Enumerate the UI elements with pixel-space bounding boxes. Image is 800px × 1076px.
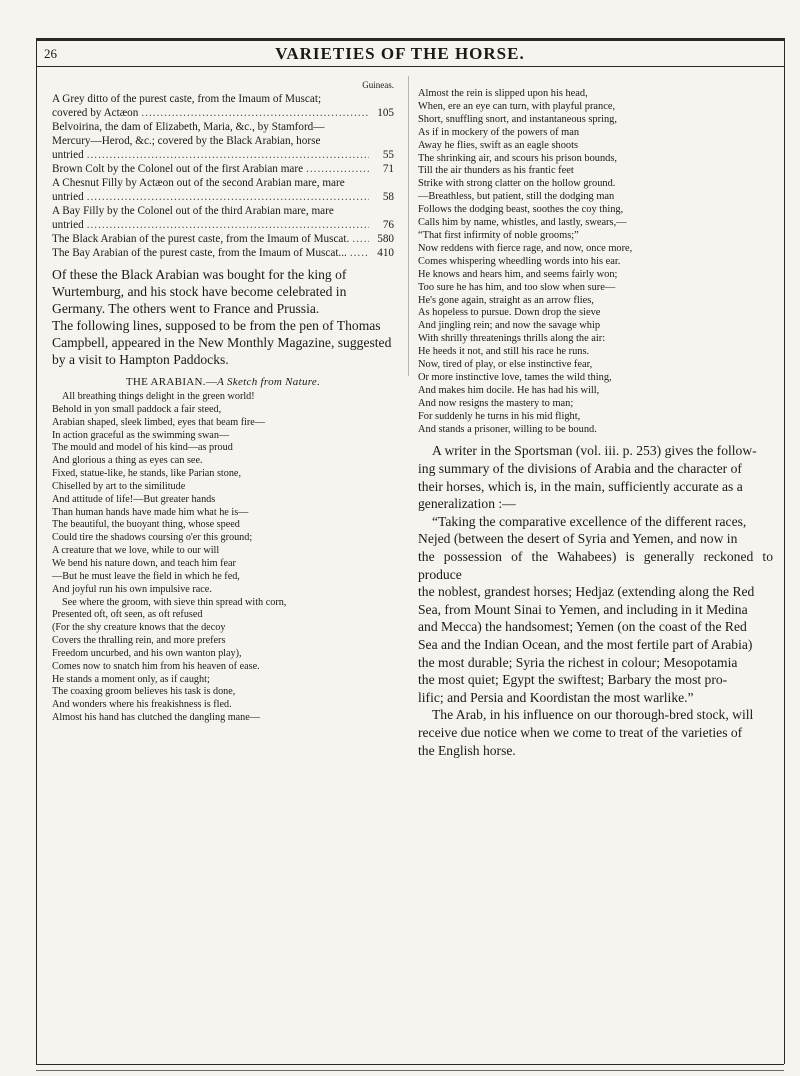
text-line: receive due notice when we come to treat of the varieties of [418, 724, 743, 740]
verse-line: And wonders where his freakishness is fled. [52, 699, 232, 711]
verse-line: Covers the thralling rein, and more prefers [52, 635, 226, 647]
bottom-border-shadow [36, 1070, 784, 1071]
leader-dots [350, 246, 369, 260]
quote-paragraph [418, 513, 773, 707]
verse-line: In action graceful as the swimming swan— [52, 429, 230, 441]
verse-line: Till the air thunders as his frantic feet [418, 165, 574, 177]
price-entry-text: untried [52, 219, 84, 231]
price-entry-row [52, 148, 394, 162]
text-line: and Mecca) the handsomest; Yemen (on the coast of the Red [418, 619, 747, 635]
price-entry-line: A Grey ditto of the purest caste, from the Imaum of Muscat; [52, 93, 322, 105]
verse-line: The coaxing groom believes his task is done, [52, 686, 236, 698]
verse-line: Short, snuffling snort, and instantaneous spring, [418, 113, 617, 125]
price-entry [52, 232, 394, 246]
poem-heading [52, 376, 394, 388]
verse-line: We bend his nature down, and teach him fear [52, 557, 236, 569]
price-entry-row [52, 162, 394, 176]
price-entry-line: Mercury—Herod, &c.; covered by the Black Arabian, horse [52, 135, 321, 147]
text-line: Sea, from Mount Sinai to Yemen, and including in it Medina [418, 601, 748, 617]
right-column [418, 88, 773, 759]
price-value: 58 [382, 191, 394, 203]
poem-title: THE ARABIAN.— [125, 376, 218, 388]
text-line: their horses, which is, in the main, sufficiently accurate as a [418, 478, 743, 494]
leader-dots [141, 106, 369, 120]
text-line: the English horse. [418, 742, 516, 758]
price-entry-text: covered by Actæon [52, 107, 139, 119]
text-line: generalization :— [418, 496, 516, 512]
page-number: 26 [44, 46, 57, 61]
verse-line: The mould and model of his kind—as proud [52, 442, 233, 454]
price-entry-line: A Chesnut Filly by Actæon out of the second Arabian mare, mare [52, 177, 345, 189]
verse-line: (For the shy creature knows that the decoy [52, 622, 226, 634]
price-entry [52, 246, 394, 260]
verse-line: Fixed, statue-like, he stands, like Parian stone, [52, 468, 241, 480]
price-entry [52, 204, 394, 232]
verse-line: The beautiful, the buoyant thing, whose speed [52, 519, 240, 531]
price-value: 580 [377, 233, 394, 245]
running-title: VARIETIES OF THE HORSE. [275, 44, 525, 63]
price-entry [52, 176, 394, 204]
verse-line: And joyful run his own impulsive race. [52, 583, 212, 595]
verse-line: Chiselled by art to the similitude [52, 480, 186, 492]
sportsman-paragraph [418, 442, 773, 512]
price-entry-text: Brown Colt by the Colonel out of the first Arabian mare [52, 163, 304, 175]
column-separator [408, 76, 409, 376]
verse-line: As hopeless to pursue. Down drop the sieve [418, 307, 601, 319]
left-column [52, 80, 394, 725]
poem-right-verses [418, 88, 773, 436]
verse-line: He's gone again, straight as an arrow flies, [418, 294, 594, 306]
price-list [52, 92, 394, 260]
text-line: the possession of the Wahabees) is generally reckoned to produce [418, 549, 773, 582]
verse-line: A creature that we love, while to our will [52, 545, 220, 557]
text-line: the most quiet; Egypt the swiftest; Barbary the most pro- [418, 672, 728, 688]
price-value: 410 [377, 247, 394, 259]
verse-line: And makes him docile. He has had his will, [418, 384, 600, 396]
price-entry-row [52, 218, 394, 232]
poem-subtitle: A Sketch from Nature. [217, 376, 321, 388]
leader-dots [87, 148, 369, 162]
verse-line: Follows the dodging beast, soothes the coy thing, [418, 204, 624, 216]
verse-line: He stands a moment only, as if caught; [52, 673, 210, 685]
verse-line: Behold in yon small paddock a fair steed, [52, 403, 222, 415]
leader-dots [352, 232, 369, 246]
verse-line: Than human hands have made him what he is— [52, 506, 249, 518]
text-line: The following lines, supposed to be from the pen of Thomas [52, 318, 381, 333]
verse-line: All breathing things delight in the green world! [62, 391, 255, 402]
text-line: Nejed (between the desert of Syria and Yemen, and now in [418, 531, 738, 547]
price-entry-line: A Bay Filly by the Colonel out of the third Arabian mare, mare [52, 205, 334, 217]
price-entry-row [52, 106, 394, 120]
verse-line: Could tire the shadows coursing o'er this ground; [52, 532, 253, 544]
verse-line: Presented oft, oft seen, as oft refused [52, 609, 203, 621]
price-entry [52, 162, 394, 176]
closing-paragraph [418, 706, 773, 759]
verse-line: Comes whispering wheedling words into his ear. [418, 255, 621, 267]
verse-line: See where the groom, with sieve thin spread with corn, [62, 596, 287, 608]
verse-line: Calls him by name, whistles, and lastly, swears,— [418, 217, 627, 229]
right-border [784, 38, 785, 1064]
price-entry-text: untried [52, 149, 84, 161]
price-entry-row [52, 190, 394, 204]
verse-line: And stands a prisoner, willing to be bound. [418, 423, 597, 435]
text-line: A writer in the Sportsman (vol. iii. p. 253) gives the follow- [432, 443, 757, 459]
verse-line: As if in mockery of the powers of man [418, 126, 580, 138]
price-entry-text: The Black Arabian of the purest caste, from the Imaum of Muscat. [52, 233, 350, 245]
verse-line: Comes now to snatch him from his heaven of ease. [52, 660, 260, 672]
verse-line: And attitude of life!—But greater hands [52, 493, 216, 505]
text-line: the most durable; Syria the richest in colour; Mesopotamia [418, 654, 738, 670]
bottom-border [36, 1064, 784, 1065]
text-line: ing summary of the divisions of Arabia and the character of [418, 461, 742, 477]
left-border [36, 38, 37, 1064]
intro-paragraph [52, 266, 394, 368]
header-rule [36, 66, 784, 67]
verse-line: Or more instinctive love, tames the wild thing, [418, 371, 612, 383]
text-line: The Arab, in his influence on our thorough-bred stock, will [432, 707, 754, 723]
verse-line: He heeds it not, and still his race he runs. [418, 346, 590, 358]
verse-line: Almost the rein is slipped upon his head, [418, 88, 588, 99]
verse-line: And now resigns the mastery to man; [418, 397, 574, 409]
price-entry-row [52, 246, 394, 260]
verse-line: The shrinking air, and scours his prison bounds, [418, 152, 618, 164]
price-entry-text: untried [52, 191, 84, 203]
verse-line: Too sure he has him, and too slow when sure— [418, 281, 616, 293]
text-line: Of these the Black Arabian was bought for the king of [52, 267, 347, 282]
leader-dots [87, 218, 369, 232]
text-line: Sea and the Indian Ocean, and the most fertile part of Arabia) [418, 637, 753, 652]
verse-line: —Breathless, but patient, still the dodging man [418, 191, 615, 203]
text-line: Wurtemburg, and his stock have become celebrated in [52, 284, 347, 299]
verse-line: He knows and hears him, and seems fairly won; [418, 268, 618, 280]
verse-line: And jingling rein; and now the savage whip [418, 320, 601, 332]
verse-line: When, ere an eye can turn, with playful prance, [418, 100, 616, 112]
verse-line: Away he flies, swift as an eagle shoots [418, 139, 579, 151]
verse-line: “That first infirmity of noble grooms;” [418, 229, 579, 241]
verse-line: And glorious a thing as eyes can see. [52, 455, 203, 467]
text-line: by a visit to Hampton Paddocks. [52, 352, 229, 367]
price-value: 55 [382, 149, 394, 161]
text-line: Germany. The others went to France and Prussia. [52, 301, 320, 316]
text-line: the noblest, grandest horses; Hedjaz (extending along the Red [418, 584, 755, 600]
verse-line: Almost his hand has clutched the dangling mane— [52, 712, 260, 724]
price-entry-row [52, 232, 394, 246]
poem-left-verses [52, 391, 394, 725]
price-value: 71 [382, 163, 394, 175]
guineas-column-head: Guineas. [362, 80, 394, 90]
text-line: lific; and Persia and Koordistan the most warlike.” [418, 689, 694, 705]
verse-line: With shrilly threatenings thrills along the air: [418, 333, 606, 345]
verse-line: Strike with strong clatter on the hollow ground. [418, 178, 616, 190]
price-entry-line: Belvoirina, the dam of Elizabeth, Maria, &c., by Stamford— [52, 121, 325, 133]
top-rule [36, 38, 784, 41]
price-entry [52, 92, 394, 120]
verse-line: Arabian shaped, sleek limbed, eyes that beam fire— [52, 416, 266, 428]
verse-line: —But he must leave the field in which he fed, [52, 570, 240, 582]
price-entry [52, 120, 394, 162]
leader-dots [87, 190, 369, 204]
verse-line: Now, tired of play, or else instinctive fear, [418, 359, 593, 371]
verse-line: Freedom uncurbed, and his own wanton play), [52, 647, 242, 659]
price-value: 105 [377, 107, 394, 119]
text-line: “Taking the comparative excellence of the different races, [432, 513, 747, 529]
leader-dots [306, 162, 369, 176]
price-value: 76 [382, 219, 394, 231]
verse-line: Now reddens with fierce rage, and now, once more, [418, 242, 633, 254]
verse-line: For suddenly he turns in his mid flight, [418, 410, 581, 422]
text-line: Campbell, appeared in the New Monthly Magazine, suggested [52, 335, 392, 350]
price-entry-text: The Bay Arabian of the purest caste, from the Imaum of Muscat... [52, 247, 347, 259]
